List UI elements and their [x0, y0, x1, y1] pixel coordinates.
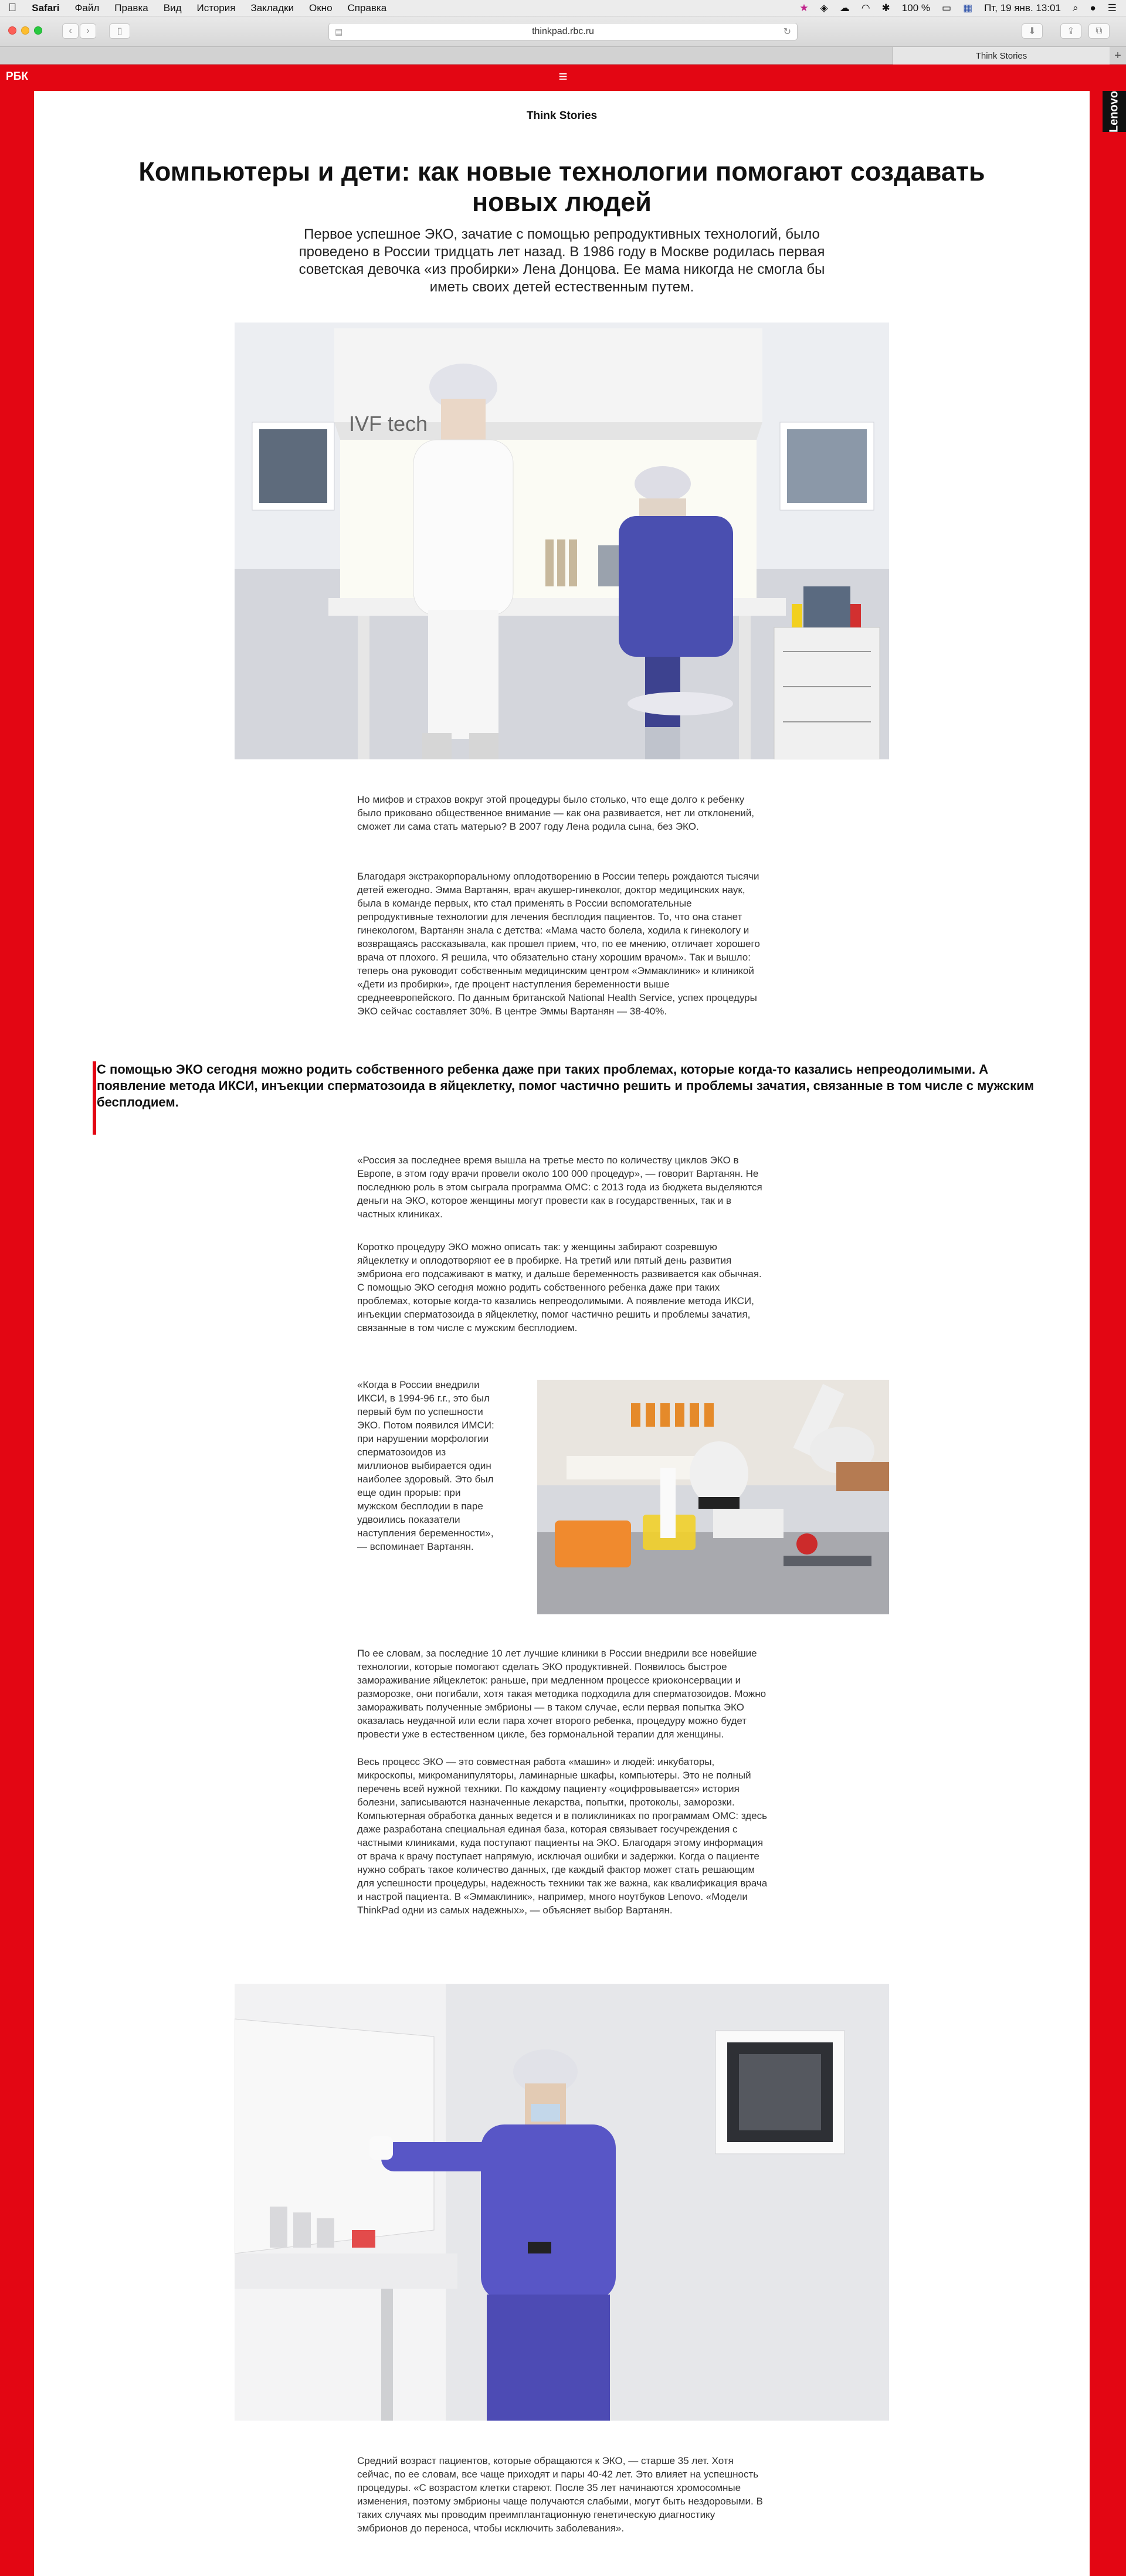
- share-button[interactable]: ⇪: [1060, 23, 1081, 39]
- new-tab-button[interactable]: +: [1114, 49, 1121, 62]
- browser-toolbar: [0, 16, 1126, 47]
- flag-icon[interactable]: ▦: [963, 2, 973, 13]
- p2-text: Благодаря экстракорпоральному оплодотворению в России теперь рождаются тысячи детей ежегодно. Эмма Вартанян, врач акушер-гинеколог, доктор медицинских наук, была в команде первых, кто стал применять в России вспомогательные репродуктивные технологии для лечения бесплодия пациентов. То, что она станет гинекологом, Вартанян знала с детства: «Мама часто болела, ходила к гинекологу и возвращаясь рассказывала, как прошел прием, что, по ее мнению, отличает хорошего врача от плохого. Я решила, что обязательно стану хорошим врачом». Так и вышло: теперь она руководит собственным медицинским центром «Эммаклиник» и клиникой «Дети из пробирки», где процент наступления беременности выше среднеевропейского. По данным британской National Health Service, успех процедуры ЭКО сейчас составляет 30%. В центре Эммы Вартанян — 38-40%.: [357, 871, 760, 1017]
- article-lead: Первое успешное ЭКО, зачатие с помощью репродуктивных технологий, было проведено в России тридцать лет назад. В 1986 году в Москве родилась первая советская девочка «из пробирки» Лена Донцова. Ее мама никогда не смогла бы иметь своих детей естественным путем.: [299, 226, 825, 295]
- reader-icon[interactable]: ▤: [335, 26, 343, 36]
- p1-text: Но мифов и страхов вокруг этой процедуры было столько, что еще долго к ребенку было приковано общественное внимание — как она развивается, нет ли отклонений, сможет ли сама стать матерью? В 2007 году Лена родила сына, без ЭКО.: [357, 794, 754, 832]
- minimize-window-button[interactable]: [21, 26, 29, 35]
- apple-menu-icon[interactable]: [8, 2, 16, 15]
- close-window-button[interactable]: [8, 26, 16, 35]
- url-text[interactable]: thinkpad.rbc.ru: [532, 26, 594, 36]
- star-icon[interactable]: ★: [799, 2, 809, 13]
- section-title[interactable]: Think Stories: [526, 110, 598, 122]
- lab-photo-2-drawing: [537, 1380, 889, 1614]
- address-bar[interactable]: [328, 23, 798, 40]
- lab-photo-3-drawing: [235, 1984, 889, 2421]
- paragraph-6: [357, 1647, 768, 1753]
- menu-view[interactable]: Вид: [155, 2, 174, 13]
- menu-list-icon[interactable]: ☰: [1107, 2, 1117, 13]
- lenovo-logo[interactable]: Lenovo: [1103, 91, 1126, 132]
- zoom-window-button[interactable]: [34, 26, 42, 35]
- menu-history[interactable]: История: [188, 2, 228, 13]
- tab-think-stories[interactable]: [893, 47, 1110, 65]
- battery-icon[interactable]: ▭: [942, 2, 952, 13]
- dropbox-icon[interactable]: ◈: [820, 2, 828, 13]
- sidebar-button[interactable]: ▯: [109, 23, 130, 39]
- rbc-logo[interactable]: РБК: [6, 70, 28, 83]
- menu-edit[interactable]: Правка: [106, 2, 140, 13]
- battery-percent[interactable]: 100 %: [901, 2, 930, 13]
- p8-text: Средний возраст пациентов, которые обращаются к ЭКО, — старше 35 лет. Хотя сейчас, по ее словам, все чаще приходят и пары 40-42 лет. Это влияет на успешность процедуры. «С возрастом клетки стареют. После 35 лет начинаются хромосомные изменения, поэтому эмбрионы чаще получаются слабыми, могут быть нездоровыми. В таких случаях мы проводим преимплантационную генетическую диагностику эмбрионов до переноса, чтобы исключить заболевания».: [357, 2455, 763, 2534]
- clock[interactable]: Пт, 19 янв. 13:01: [984, 2, 1061, 13]
- macos-menubar: [0, 0, 1126, 16]
- lab-photo-3: [235, 1984, 889, 2421]
- search-icon[interactable]: ⌕: [1072, 2, 1078, 13]
- menu-bookmarks[interactable]: Закладки: [242, 2, 286, 13]
- p5-text: «Когда в России внедрили ИКСИ, в 1994-96 г.г., это был первый бум по успешности ЭКО. Потом появился ИМСИ: при нарушении морфологии сперматозоидов из миллионов выбирается один наиболее здоровый. Это был еще один прорыв: при мужском бесплодии в паре удвоились показатели наступления беременности», — вспоминает Вартанян.: [357, 1379, 494, 1552]
- paragraph-8: [357, 2454, 768, 2547]
- menu-file[interactable]: Файл: [66, 2, 91, 13]
- lab-photo-1-drawing: [235, 323, 889, 759]
- wifi-icon[interactable]: ◠: [861, 2, 870, 13]
- hamburger-menu-icon[interactable]: ≡: [558, 67, 568, 85]
- reload-icon[interactable]: ↻: [783, 27, 791, 37]
- paragraph-1: [357, 793, 768, 846]
- menubar-status: [788, 2, 1117, 14]
- paragraph-2: [357, 870, 768, 1030]
- lab-photo-1: [235, 323, 889, 759]
- paragraph-4: [357, 1240, 768, 1347]
- tab-bar: [0, 47, 1126, 65]
- user-icon[interactable]: ●: [1090, 2, 1096, 13]
- menu-window[interactable]: Окно: [300, 2, 324, 13]
- article-title: Компьютеры и дети: как новые технологии помогают создавать новых людей: [138, 157, 985, 217]
- p7-text: Весь процесс ЭКО — это совместная работа «машин» и людей: инкубаторы, микроскопы, микроманипуляторы, ламинарные шкафы, компьютеры. Это не полный перечень всей нужной техники. По каждому пациенту «оцифровывается» история болезни, записываются назначенные лекарства, попытки, протоколы, заморозки. Компьютерная обработка данных ведется и в поликлиниках по программам ОМС: здесь даже разработана специальная единая база, которая связывает госучреждения с частными клиниками, куда поступают пациенты на ЭКО. Благодаря этому информация от врача к врачу поступает напрямую, исключая ошибки и задержки. Когда о пациенте нужно собрать такое количество данных, где каждый фактор может стать решающим для успешности процедуры, надежность техники так же важна, как квалификация врача и настрой пациента. В «Эммаклиник», например, много ноутбуков Lenovo. «Модели ThinkPad одни из самых надежных», — объясняет выбор Вартанян.: [357, 1756, 768, 1916]
- app-menu[interactable]: Safari: [23, 2, 52, 13]
- paragraph-3: [357, 1153, 768, 1233]
- menu-help[interactable]: Справка: [339, 2, 378, 13]
- forward-button[interactable]: ›: [80, 23, 96, 39]
- p6-text: По ее словам, за последние 10 лет лучшие клиники в России внедрили все новейшие технологии, которые помогают сделать ЭКО продуктивней. Появилось быстрое замораживание яйцеклеток: раньше, при медленном процессе криоконсервации и разморозке, они погибали, хотя такая методика подходила для сперматозоидов. Можно замораживать полученные эмбрионы — в таком случае, если первая попытка ЭКО оказалась неудачной или если пара хочет второго ребенка, процедуру можно будет провести уже в естественном цикле, без гормональной терапии для женщины.: [357, 1648, 767, 1740]
- pull-quote: С помощью ЭКО сегодня можно родить собственного ребенка даже при таких проблемах, которые когда-то казались непреодолимыми. А появление метода ИКСИ, инъекции сперматозоида в яйцеклетку, помог частично решить и проблемы зачатия, связанные в том числе с мужским бесплодием.: [97, 1062, 1034, 1109]
- paragraph-5: [357, 1378, 498, 1566]
- tab-title: Think Stories: [975, 50, 1027, 61]
- article-page: [34, 91, 1090, 2576]
- p3-text: «Россия за последнее время вышла на третье место по количеству циклов ЭКО в Европе, в этом году врачи провели около 100 000 процедур», — говорит Вартанян. Не последнюю роль в этом сыграла программа ОМС: с 2013 года из бюджета выделяются деньги на ЭКО, которое женщины могут провести как в государственных, так и в частных клиниках.: [357, 1155, 762, 1220]
- ivf-brand-text: IVF tech: [349, 412, 428, 436]
- quote-bar: [93, 1061, 96, 1135]
- lab-photo-2: [537, 1380, 889, 1614]
- cloud-icon[interactable]: ☁: [839, 2, 850, 13]
- paragraph-7: [357, 1755, 768, 1929]
- tabs-overview-button[interactable]: ⧉: [1088, 23, 1110, 39]
- back-button[interactable]: ‹: [62, 23, 79, 39]
- downloads-button[interactable]: ⬇: [1022, 23, 1043, 39]
- bluetooth-icon[interactable]: ✱: [881, 2, 890, 13]
- p4-text: Коротко процедуру ЭКО можно описать так: у женщины забирают созревшую яйцеклетку и оплодотворяют ее в пробирке. На третий или пятый день развития эмбриона его подсаживают в матку, и дальше беременность развивается как обычная. С помощью ЭКО сегодня можно родить собственного ребенка даже при таких проблемах, которые когда-то казались непреодолимыми. А появление метода ИКСИ, инъекции сперматозоида в яйцеклетку, помог частично решить и проблемы зачатия, связанные в том числе с мужским бесплодием.: [357, 1241, 762, 1333]
